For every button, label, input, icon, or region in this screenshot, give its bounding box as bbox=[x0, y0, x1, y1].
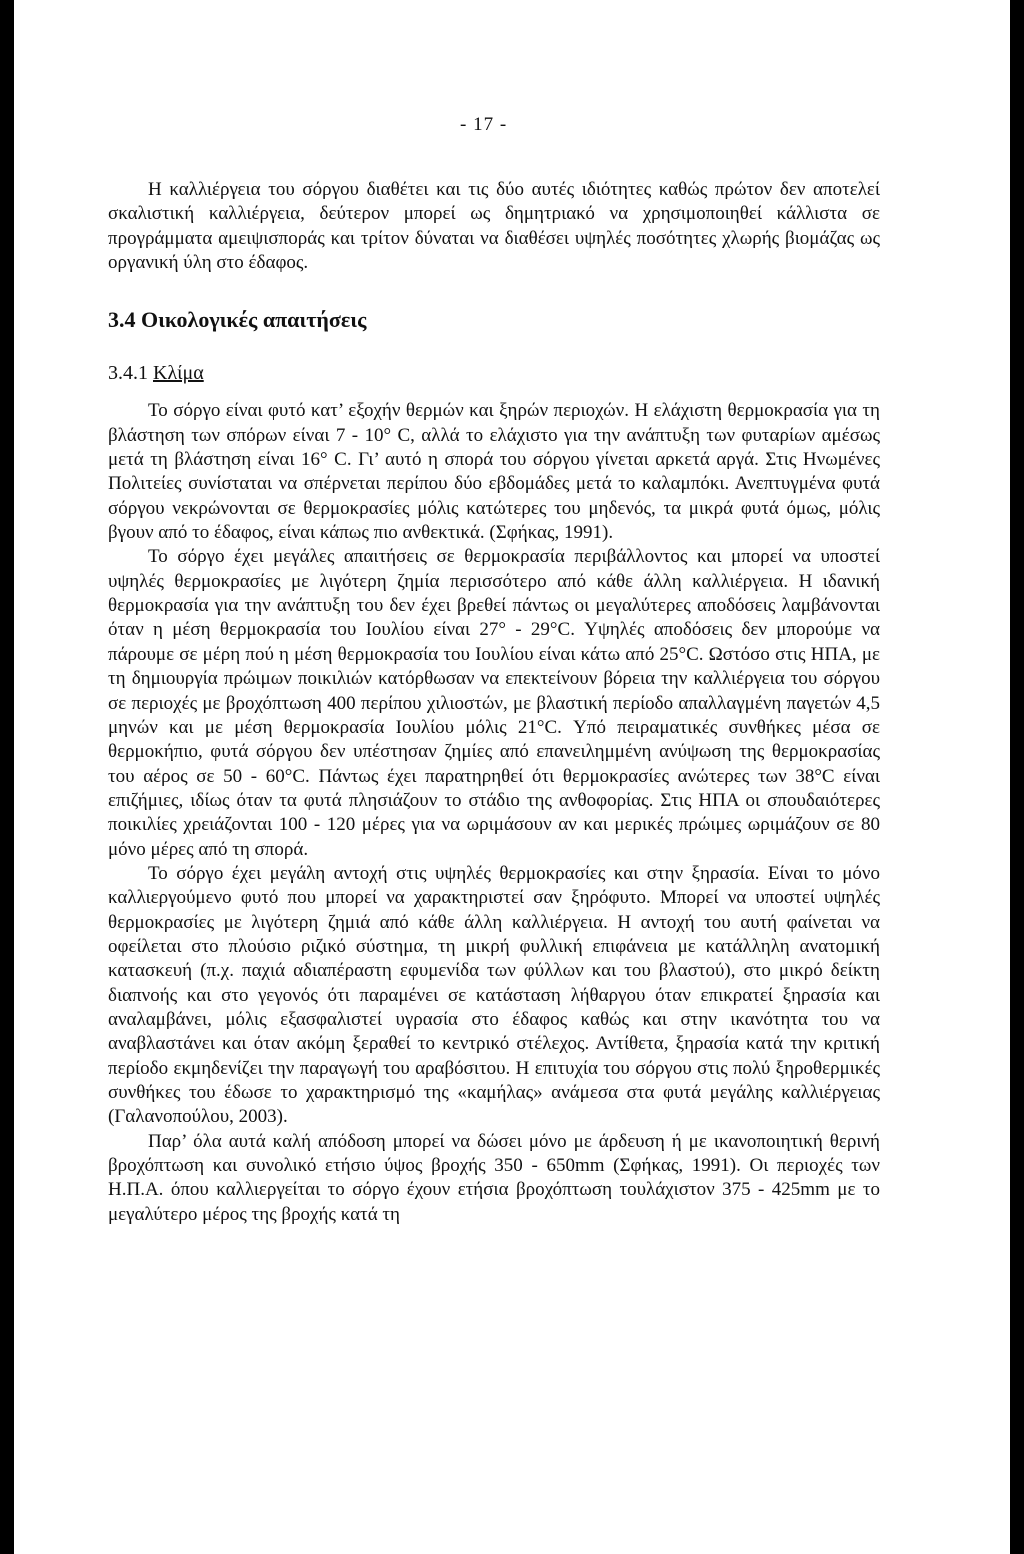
climate-paragraph-3: Το σόργο έχει μεγάλη αντοχή στις υψηλές θερμοκρασίες και στην ξηρασία. Είναι το μόνο καλλιεργούμενο φυτό που μπορεί να χαρακτηριστεί σαν ξηρόφυτο. Μπορεί να υποστεί υψηλές θερμοκρασίες με λιγότερη ζημιά από κάθε άλλη καλλιέργεια. Η αντοχή του αυτή φαίνεται να οφείλεται στο πλούσιο ριζικό σύστημα, τη μικρή φυλλική επιφάνεια με κατάλληλη ανατομική κατασκευή (π.χ. παχιά αδιαπέραστη εφυμενίδα των φύλλων και του βλαστού), στο μικρό δείκτη διαπνοής και στο γεγονός ότι παραμένει σε κατάσταση λήθαργου όταν επικρατεί ξηρασία και αναλαμβάνει, μόλις εξασφαλιστεί υγρασία στο έδαφος καθώς και στην ικανότητα του να αναβλαστάνει και όταν ακόμη ξεραθεί το κεντρικό στέλεχος. Αντίθετα, ξηρασία κατά την κριτική περίοδο εκμηδενίζει την παραγωγή του αραβόσιτου. Η επιτυχία του σόργου στις πολύ ξηροθερμικές συνθήκες του έδωσε το χαρακτηρισμό της «καμήλας» ανάμεσα στα φυτά μεγάλης καλλιέργειας (Γαλανοπούλου, 2003). bbox=[108, 862, 880, 1128]
climate-paragraph-1: Το σόργο είναι φυτό κατ’ εξοχήν θερμών και ξηρών περιοχών. Η ελάχιστη θερμοκρασία για τη βλάστηση των σπόρων είναι 7 - 10° C, αλλά το ελάχιστο για την ανάπτυξη των φυταρίων αμέσως μετά τη βλάστηση είναι 16° C. Γι’ αυτό η σπορά του σόργου γίνεται αρκετά αργά. Στις Ηνωμένες Πολιτείες συνίσταται να σπέρνεται περίπου δύο εβδομάδες μετά το καλαμπόκι. Ανεπτυγμένα φυτά σόργου νεκρώνονται σε θερμοκρασίες μόλις κατώτερες του μηδενός, τα μικρά φυτά όμως, μόλις βγουν από το έδαφος, είναι κάπως πιο ανθεκτικά. (Σφήκας, 1991). bbox=[108, 400, 880, 544]
intro-paragraph: Η καλλιέργεια του σόργου διαθέτει και τις δύο αυτές ιδιότητες καθώς πρώτον δεν αποτελεί σκαλιστική καλλιέργεια, δεύτερον μπορεί ως δημητριακό να χρησιμοποιηθεί κάλλιστα σε προγράμματα αμειψισποράς και τρίτον δύναται να διαθέσει υψηλές ποσότητες χλωρής βιομάζας ως οργανική ύλη στο έδαφος. bbox=[108, 179, 880, 274]
page-content bbox=[108, 178, 880, 1227]
page-number: - 17 - bbox=[460, 114, 508, 135]
climate-paragraph-2: Το σόργο έχει μεγάλες απαιτήσεις σε θερμοκρασία περιβάλλοντος και μπορεί να υποστεί υψηλές θερμοκρασίες με λιγότερη ζημία περισσότερο από κάθε άλλη καλλιέργεια. Η ιδανική θερμοκρασία για την ανάπτυξη του δεν έχει βρεθεί πάντως οι μεγαλύτερες αποδόσεις λαμβάνονται όταν η μέση θερμοκρασία του Ιουλίου είναι 27° - 29°C. Υψηλές αποδόσεις δεν μπορούμε να πάρουμε σε μέρη πού η μέση θερμοκρασία του Ιουλίου είναι κάτω από 25°C. Ωστόσο στις ΗΠΑ, με τη δημιουργία πρώιμων ποικιλιών κατόρθωσαν να επεκτείνουν βόρεια την καλλιέργεια του σόργου σε περιοχές με βροχόπτωση 400 περίπου χιλιοστών, με βλαστική περίοδο απαλλαγμένη παγετών 4,5 μηνών και με μέση θερμοκρασία Ιουλίου μόλις 21°C. Υπό πειραματικές συνθήκες μέσα σε θερμοκήπιο, φυτά σόργου δεν υπέστησαν ζημίες από επανειλημμένη ανύψωση της θερμοκρασίας του αέρος σε 50 - 60°C. Πάντως έχει παρατηρηθεί ότι θερμοκρασίες ανώτερες των 38°C είναι επιζήμιες, ιδίως όταν τα φυτά πλησιάζουν το στάδιο της ανθοφορίας. Στις ΗΠΑ οι σπουδαιότερες ποικιλίες χρειάζονται 100 - 120 μέρες για να ωριμάσουν αν και μερικές πρώιμες ωριμάζουν σε 80 μόνο μέρες από τη σπορά. bbox=[108, 546, 880, 860]
subsection-number: 3.4.1 bbox=[108, 362, 148, 385]
section-heading: 3.4 Οικολογικές απαιτήσεις bbox=[108, 307, 367, 333]
climate-section-body bbox=[108, 399, 880, 1227]
subsection-title: Κλίμα bbox=[153, 362, 204, 385]
climate-paragraph-4: Παρ’ όλα αυτά καλή απόδοση μπορεί να δώσει μόνο με άρδευση ή με ικανοποιητική θερινή βροχόπτωση και συνολικό ετήσιο ύψος βροχής 350 - 650mm (Σφήκας, 1991). Οι περιοχές των Η.Π.Α. όπου καλλιεργείται το σόργο έχουν ετήσια βροχόπτωση τουλάχιστον 375 - 425mm με το μεγαλύτερο μέρος της βροχής κατά τη bbox=[108, 1130, 881, 1225]
subsection-heading bbox=[108, 359, 880, 387]
document-page bbox=[14, 0, 1010, 1554]
